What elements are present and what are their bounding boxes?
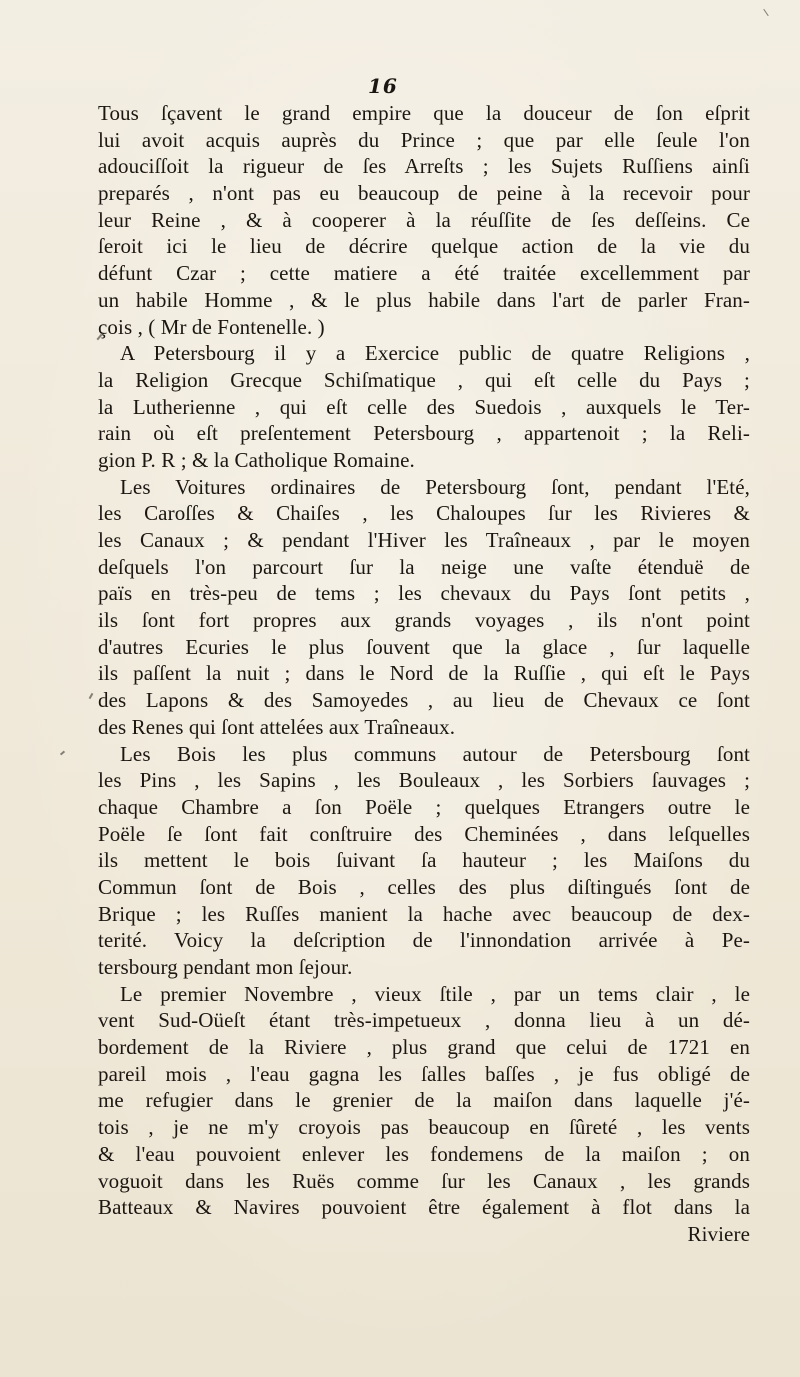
text-line: Tous ſçavent le grand empire que la douceur de ſon eſprit: [98, 101, 750, 125]
text-line: terité. Voicy la deſcription de l'innondation arrivée à Pe-: [98, 928, 750, 953]
text-line: tersbourg pendant mon ſejour.: [98, 955, 353, 979]
text-line: Batteaux & Navires pouvoient être également à flot dans la: [98, 1195, 750, 1220]
text-line: la Lutherienne , qui eſt celle des Suedois , auxquels le Ter-: [98, 394, 750, 419]
text-line: les Canaux ; & pendant l'Hiver les Traîneaux , par le moyen: [98, 528, 750, 552]
text-line: leur Reine , & à cooperer à la réuſſite de ſes deſſeins. Ce: [98, 207, 750, 232]
text-line: Les Bois les plus communs autour de Petersbourg ſont: [120, 741, 750, 766]
margin-speck: [60, 751, 65, 756]
text-line: & l'eau pouvoient enlever les fondemens de la maiſon ; on: [98, 1141, 750, 1166]
text-line: rain où eſt preſentement Petersbourg , appartenoit ; la Reli-: [98, 421, 750, 446]
text-line: voguoit dans les Ruës comme ſur les Canaux , les grands: [98, 1168, 750, 1193]
body-text: [98, 100, 750, 1248]
text-line: d'autres Ecuries le plus ſouvent que la glace , ſur laquelle: [98, 634, 750, 659]
text-line: Les Voitures ordinaires de Petersbourg ſont, pendant l'Eté,: [120, 474, 750, 499]
text-line: ils mettent le bois ſuivant ſa hauteur ; les Maiſons du: [98, 848, 750, 873]
text-line: adouciſſoit la rigueur de ſes Arreſts ; les Sujets Ruſſiens ainſi: [98, 154, 750, 179]
margin-speck: [89, 693, 94, 699]
text-line: chaque Chambre a ſon Poële ; quelques Etrangers outre le: [98, 794, 750, 819]
text-line: vent Sud-Oüeſt étant très-impetueux , donna lieu à un dé-: [98, 1008, 750, 1033]
text-line: ils ſont fort propres aux grands voyages , ils n'ont point: [98, 608, 750, 633]
text-line: des Lapons & des Samoyedes , au lieu de Chevaux ce ſont: [98, 688, 750, 713]
text-line: preparés , n'ont pas eu beaucoup de peine à la recevoir pour: [98, 181, 750, 206]
text-line: A Petersbourg il y a Exercice public de quatre Religions ,: [120, 341, 750, 366]
text-line: Poële ſe ſont fait conſtruire des Cheminées , dans leſquelles: [98, 821, 750, 846]
text-line: Commun ſont de Bois , celles des plus diſtingués ſont de: [98, 874, 750, 899]
text-line: la Religion Grecque Schiſmatique , qui eſt celle du Pays ;: [98, 367, 750, 392]
text-line: défunt Czar ; cette matiere a été traitée excellemment par: [98, 261, 750, 286]
text-line: pareil mois , l'eau gagna les ſalles baſſes , je fus obligé de: [98, 1061, 750, 1086]
text-line: lui avoit acquis auprès du Prince ; que par elle ſeule l'on: [98, 127, 750, 152]
text-line: des Renes qui ſont attelées aux Traîneaux.: [98, 714, 456, 739]
text-line: deſquels l'on parcourt ſur la neige une vaſte étenduë de: [98, 554, 750, 579]
text-line: les Pins , les Sapins , les Bouleaux , les Sorbiers ſauvages ;: [98, 768, 750, 793]
margin-speck: [763, 9, 768, 16]
text-line: gion P. R ; & la Catholique Romaine.: [98, 447, 415, 472]
text-line: ils paſſent la nuit ; dans le Nord de la Ruſſie , qui eſt le Pays: [98, 661, 750, 686]
text-line: païs en très-peu de tems ; les chevaux du Pays ſont petits ,: [98, 581, 750, 606]
text-line: Le premier Novembre , vieux ſtile , par un tems clair , le: [120, 981, 750, 1006]
text-line: me refugier dans le grenier de la maiſon dans laquelle j'é-: [98, 1088, 750, 1113]
page-number: 16: [368, 74, 398, 98]
text-line: bordement de la Riviere , plus grand que celui de 1721 en: [98, 1035, 750, 1060]
text-line: tois , je ne m'y croyois pas beaucoup en ſûreté , les vents: [98, 1115, 750, 1140]
text-line: çois , ( Mr de Fontenelle. ): [98, 314, 325, 339]
text-line: les Caroſſes & Chaiſes , les Chaloupes ſur les Rivieres &: [98, 501, 750, 526]
text-line: Riviere: [687, 1221, 750, 1246]
text-line: Brique ; les Ruſſes manient la hache avec beaucoup de dex-: [98, 901, 750, 926]
text-line: ſeroit ici le lieu de décrire quelque action de la vie du: [98, 234, 750, 259]
text-line: un habile Homme , & le plus habile dans l'art de parler Fran-: [98, 287, 750, 312]
